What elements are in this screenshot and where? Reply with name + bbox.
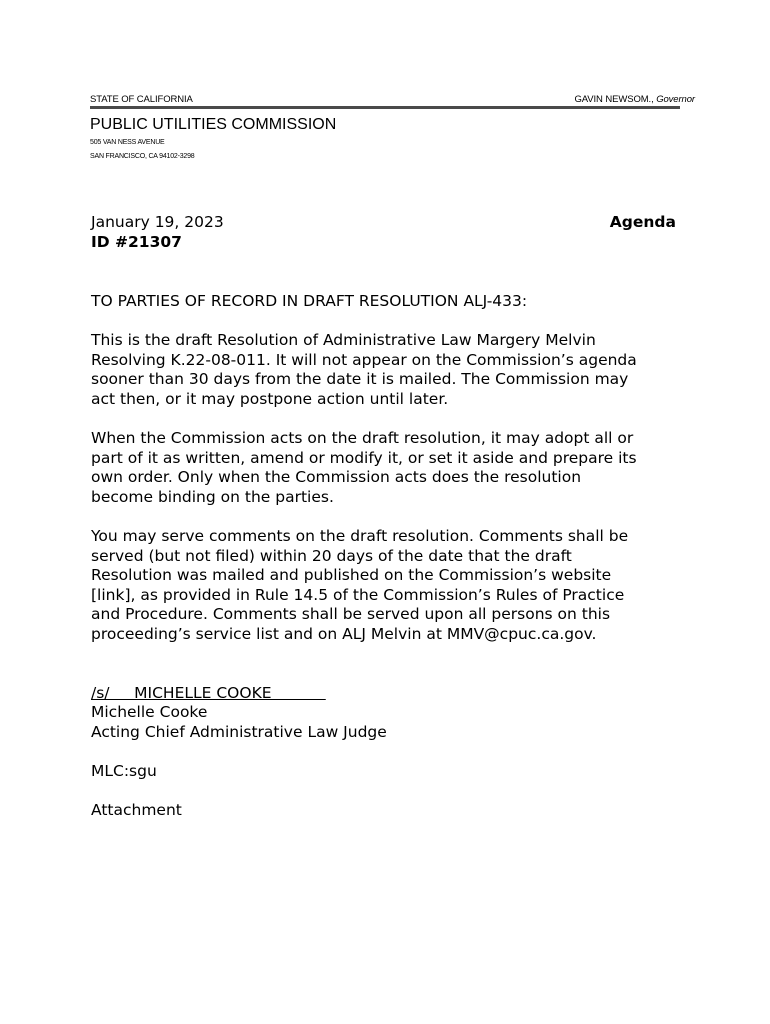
signer-name: Michelle Cooke [91,703,208,721]
paragraph-comments [91,527,681,645]
governor-name: GAVIN NEWSOM., [574,94,654,105]
paragraph-line: [link], as provided in Rule 14.5 of the Commission’s Rules of Practice [91,585,625,604]
signer-title: Acting Chief Administrative Law Judge [91,723,387,741]
paragraph-line: proceeding’s service list and on ALJ Melvin at MMV@cpuc.ca.gov. [91,624,597,643]
commission-name: PUBLIC UTILITIES COMMISSION [90,116,337,133]
address-line-2: SAN FRANCISCO, CA 94102-3298 [90,153,195,160]
paragraph-line: part of it as written, amend or modify it, or set it aside and prepare its [91,448,637,467]
paragraph-line: served (but not filed) within 20 days of the date that the draft [91,546,572,565]
paragraph-commission-action [91,429,681,507]
paragraph-line: When the Commission acts on the draft resolution, it may adopt all or [91,429,634,447]
signature: /s/ MICHELLE COOKE [91,684,326,702]
enclosure-note: Attachment [91,801,182,819]
address-line-1: 505 VAN NESS AVENUE [90,139,165,146]
paragraph-line: become binding on the parties. [91,487,334,506]
paragraph-line: sooner than 30 days from the date it is mailed. The Commission may [91,370,629,389]
parties-heading: TO PARTIES OF RECORD IN DRAFT RESOLUTION ALJ-433: [91,292,528,310]
paragraph-line: own order. Only when the Commission acts does the resolution [91,468,582,487]
paragraph-line: This is the draft Resolution of Administrative Law Margery Melvin [91,331,596,349]
paragraph-line: You may serve comments on the draft resolution. Comments shall be [91,527,629,545]
state-label: STATE OF CALIFORNIA [90,94,193,105]
document-id: ID #21307 [91,233,182,251]
document-date: January 19, 2023 [91,213,224,231]
governor-title: Governor [656,94,695,105]
paragraph-line: Resolution was mailed and published on the Commission’s website [91,566,612,585]
letterhead-rule [90,106,680,109]
paragraph-notice [91,331,681,409]
signature-line [91,684,326,704]
governor-line [574,94,695,105]
reference-initials: MLC:sgu [91,762,157,780]
paragraph-line: act then, or it may postpone action until later. [91,389,449,408]
paragraph-line: Resolving K.22-08-011. It will not appear on the Commission’s agenda [91,350,637,369]
agenda-label: Agenda [609,213,676,231]
paragraph-line: and Procedure. Comments shall be served upon all persons on this [91,605,611,624]
